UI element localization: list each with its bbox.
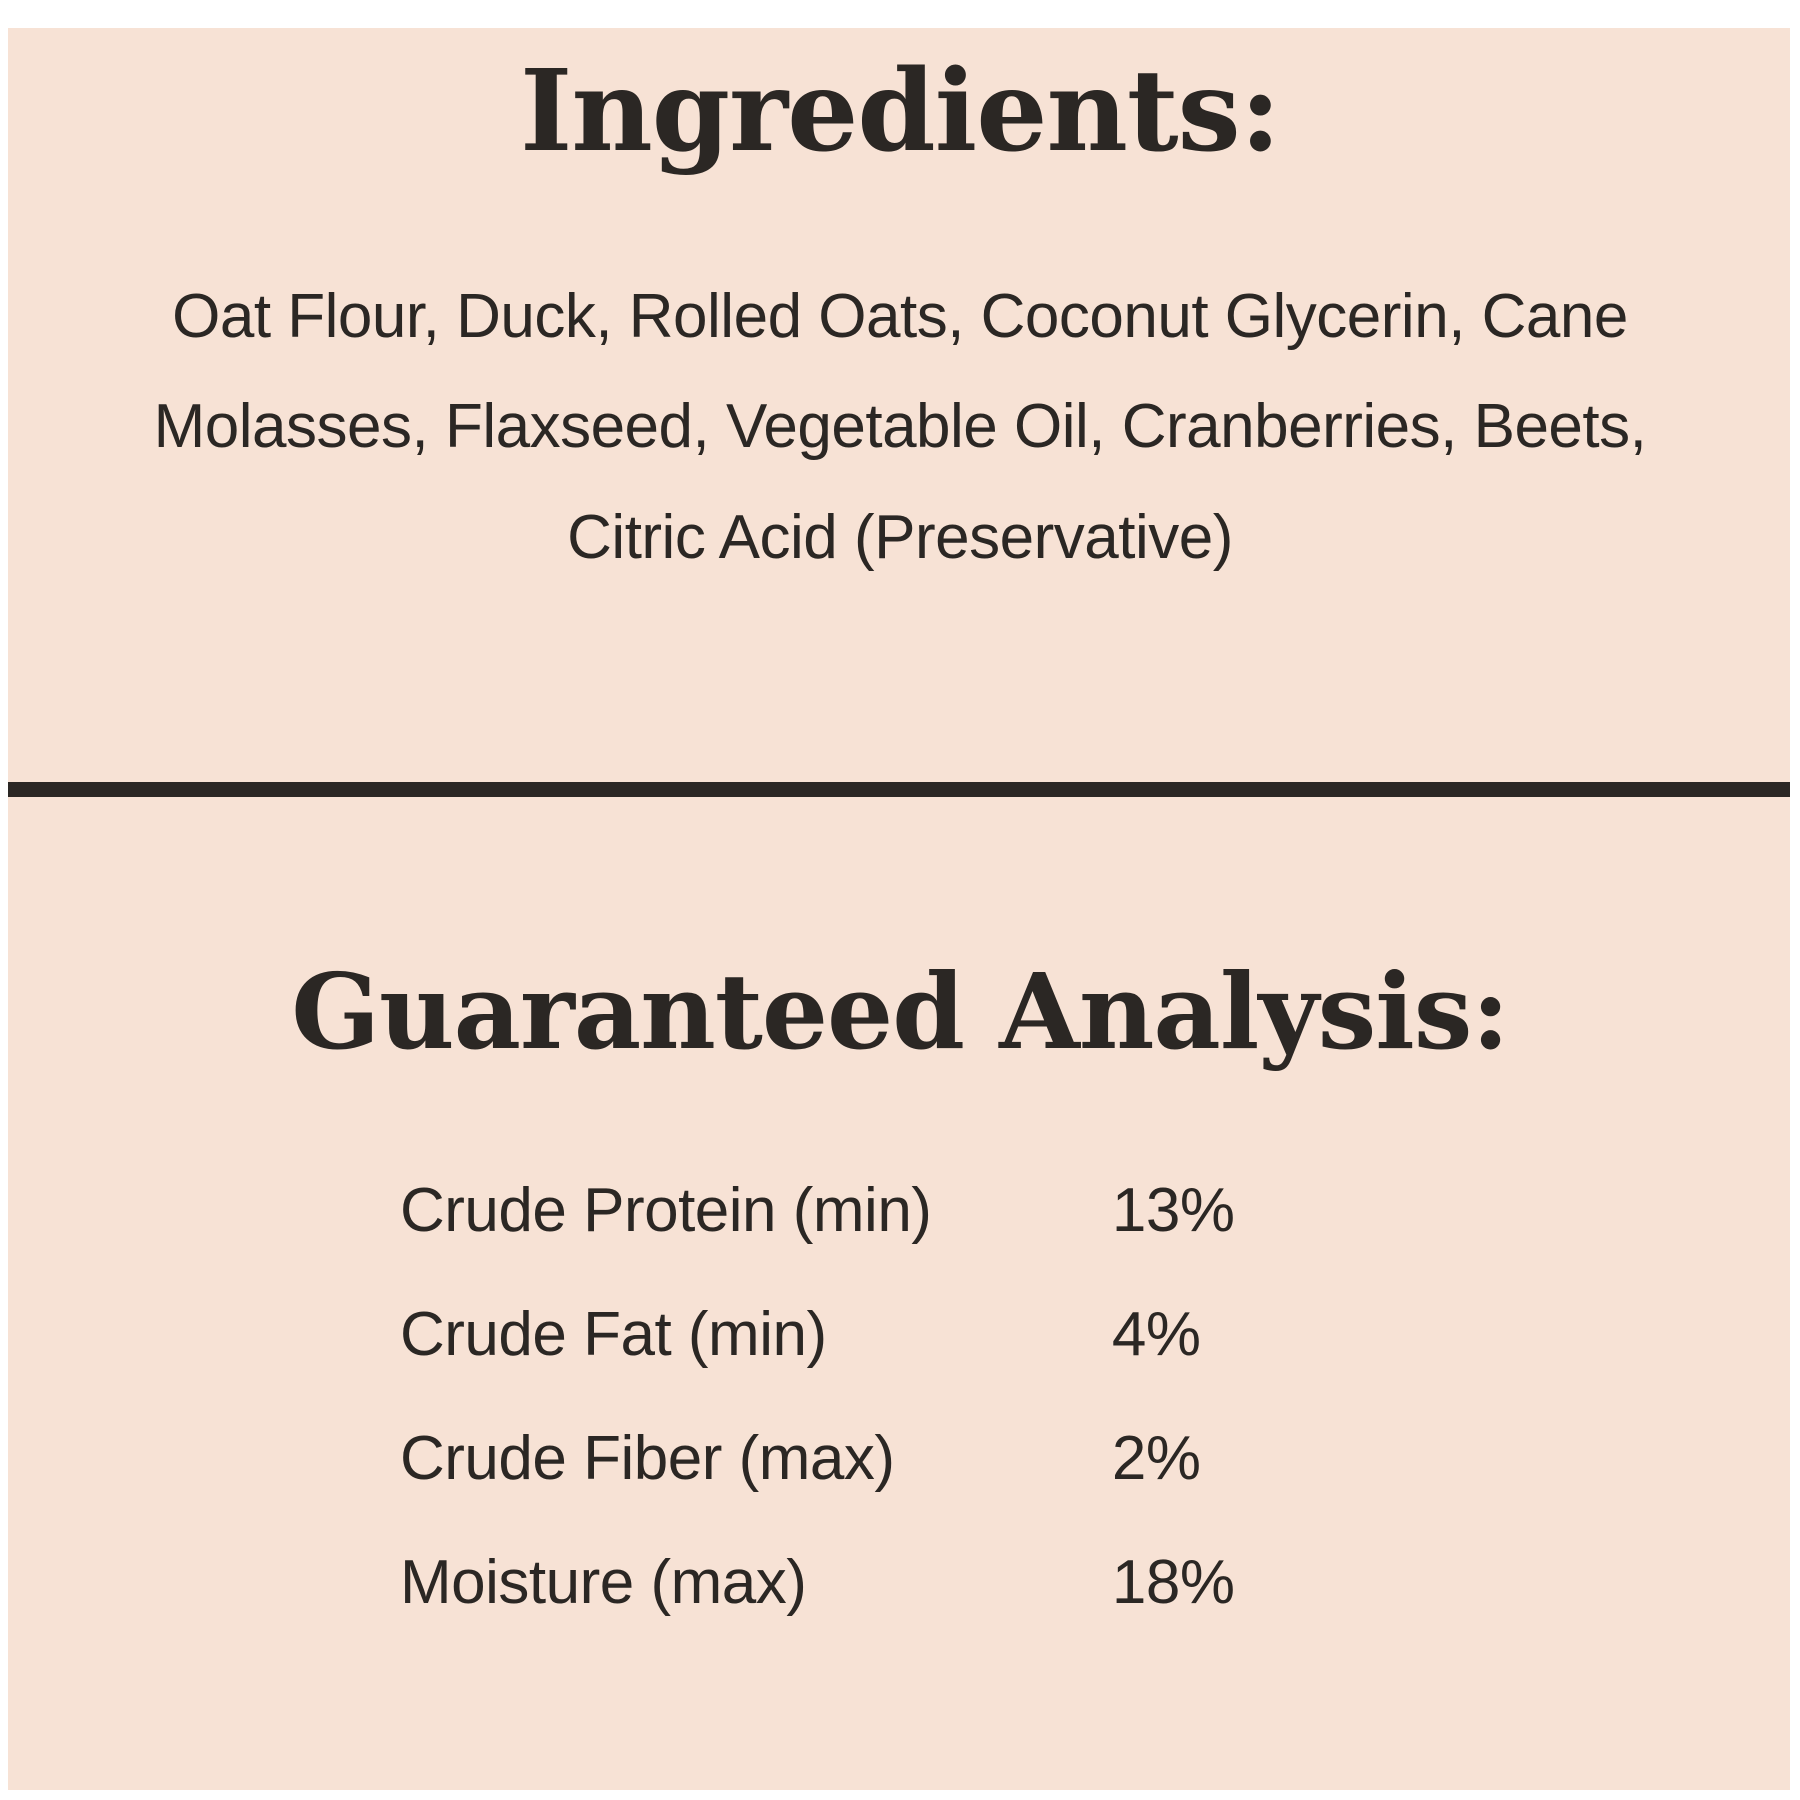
guaranteed-analysis-table (400, 1176, 1420, 1617)
guaranteed-analysis-heading: Guaranteed Analysis: (291, 950, 1509, 1073)
table-row (400, 1304, 1420, 1428)
nutrient-label: Moisture (max) (400, 1548, 807, 1617)
nutrient-label: Crude Fiber (max) (400, 1424, 895, 1493)
section-divider (8, 782, 1790, 797)
table-row (400, 1428, 1420, 1552)
nutrient-label: Crude Fat (min) (400, 1300, 827, 1369)
nutrient-value: 18% (1111, 1548, 1235, 1617)
nutrient-value: 4% (1111, 1300, 1201, 1369)
table-row (400, 1552, 1420, 1614)
table-row (400, 1180, 1420, 1304)
ingredients-heading: Ingredients: (519, 46, 1281, 177)
left-margin (0, 0, 8, 1800)
bottom-margin (0, 1790, 1800, 1800)
nutrient-value: 13% (1111, 1176, 1235, 1245)
ingredients-list-text: Oat Flour, Duck, Rolled Oats, Coconut Glycerin, Cane Molasses, Flaxseed, Vegetable Oil, Cranberries, Beets, Citric Acid (Preservative) (153, 282, 1647, 572)
top-margin (0, 0, 1800, 28)
right-margin (1790, 0, 1800, 1800)
nutrient-label: Crude Protein (min) (400, 1176, 932, 1245)
nutrient-value: 2% (1111, 1424, 1201, 1493)
